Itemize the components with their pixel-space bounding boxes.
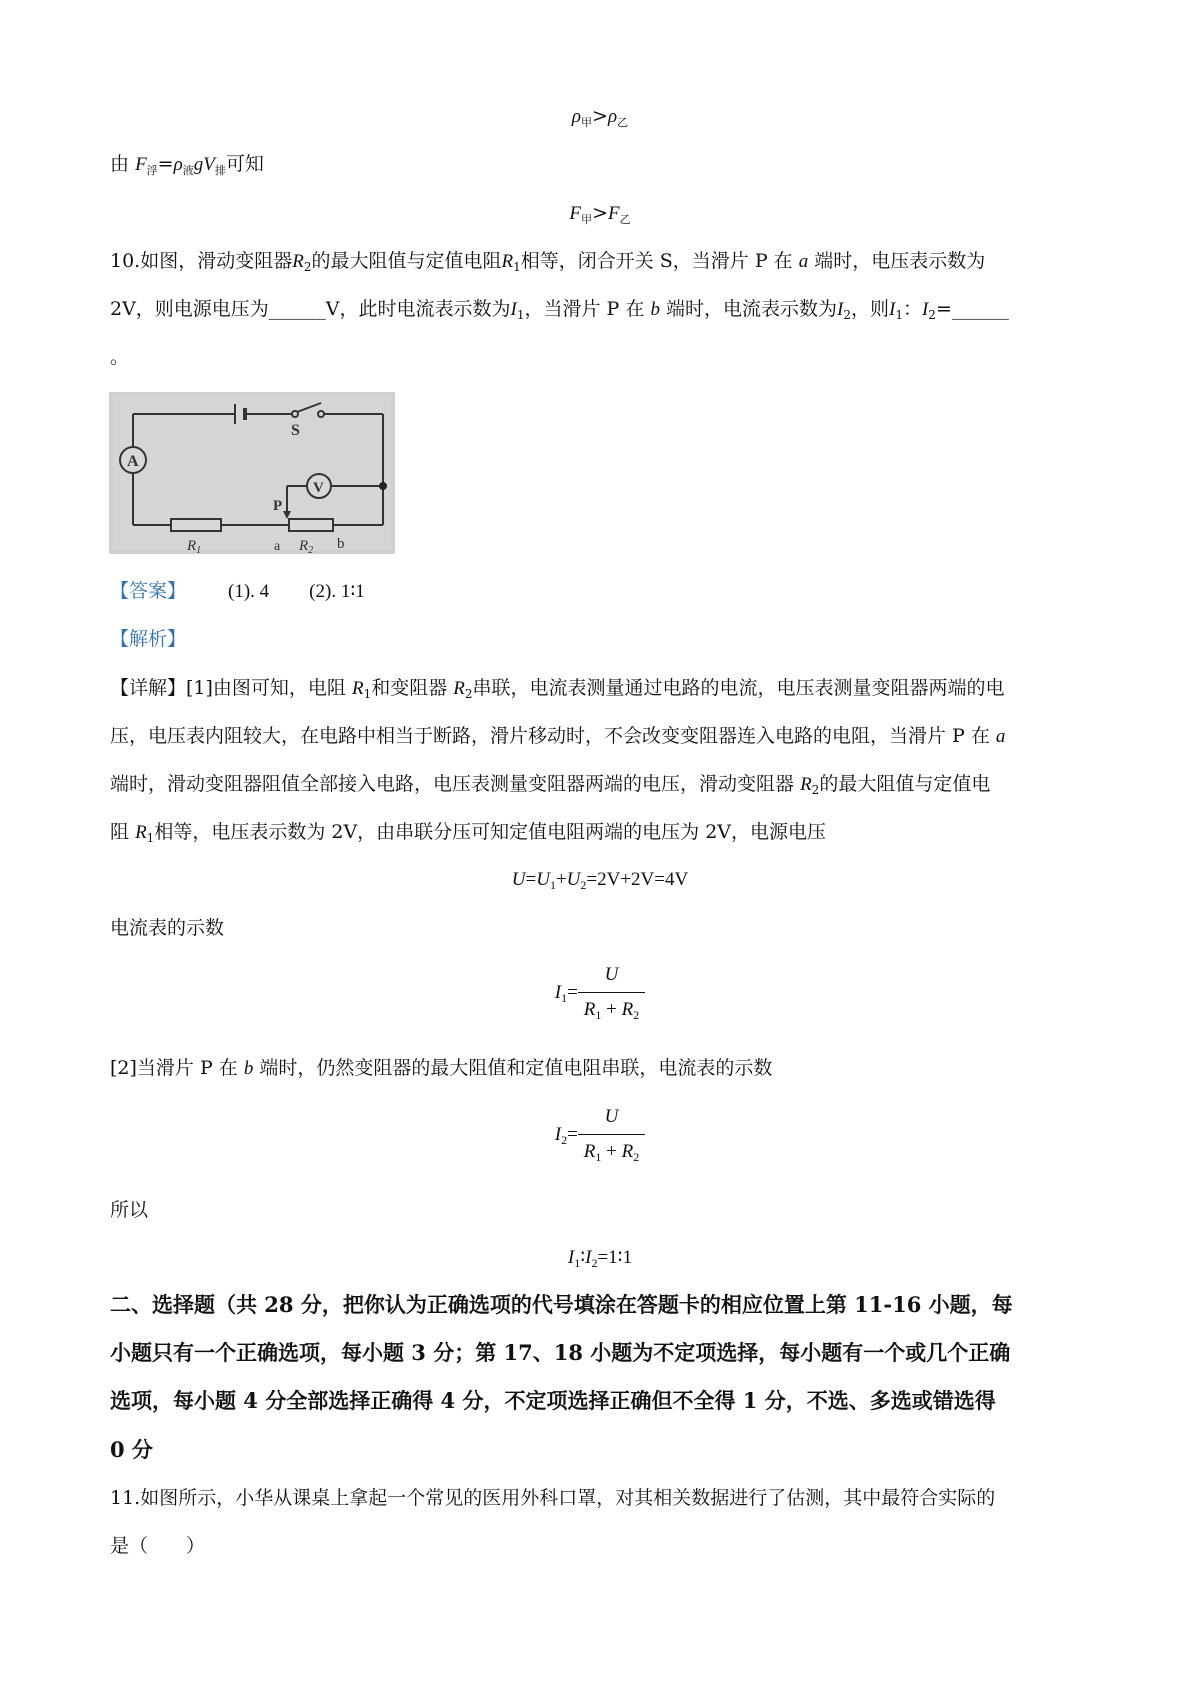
i1-equation: $I_1=$ $\frac{U}{R_1 + R_2}$ xyxy=(0,962,1200,1023)
q10-line3: 。 xyxy=(110,346,130,368)
ammeter-label: A xyxy=(127,453,139,470)
answer-1: (1). 4 xyxy=(228,581,270,602)
case2-line: [2]当滑片 P 在 b 端时，仍然变阻器的最大阻值和定值电阻串联，电流表的示数 xyxy=(110,1057,773,1079)
voltage-equation: $U=U_1+U_2=2V+2V=4V$ xyxy=(511,869,689,892)
detail-line1: 【详解】[1]由图可知，电阻 $R_1$和变阻器 $R_2$串联，电流表测量通过电路的电流，电压表测量变阻器两端的电 xyxy=(110,677,1005,701)
q10-line1: 10.如图，滑动变阻器$R_2$的最大阻值与定值电阻$R_1$相等，闭合开关 S，当滑片 P 在 a 端时，电压表示数为 xyxy=(110,250,986,274)
junction-dot xyxy=(379,482,387,490)
buoyancy-comparison: $F_甲>F_乙$ xyxy=(569,202,631,226)
analysis-tag-line xyxy=(110,626,186,652)
section2-line1: 二、选择题（共 28 分，把你认为正确选项的代号填涂在答题卡的相应位置上第 11-16 小题，每 xyxy=(110,1292,1013,1317)
ratio-equation: $I_1∶I_2=1∶1$ xyxy=(567,1247,633,1270)
i1-fraction: $\frac{U}{R_1 + R_2}$ xyxy=(578,962,645,1023)
answer-line xyxy=(110,578,365,605)
switch-label: S xyxy=(291,422,300,439)
i2-equation: $I_2=$ $\frac{U}{R_1 + R_2}$ xyxy=(0,1104,1200,1165)
slider-label: P xyxy=(273,498,283,514)
ammeter-symbol xyxy=(120,447,146,473)
section2-line3: 选项，每小题 4 分全部选择正确得 4 分，不定项选择正确但不全得 1 分，不选、多选或错选得 xyxy=(110,1388,996,1413)
resistor-r2 xyxy=(289,519,333,531)
detail-line3: 端时，滑动变阻器阻值全部接入电路，电压表测量变阻器两端的电压，滑动变阻器 $R_2$的最大阻值与定值电 xyxy=(110,773,991,797)
circuit-diagram xyxy=(109,392,395,554)
answer-2: (2). 1∶1 xyxy=(309,581,365,602)
section2-line2: 小题只有一个正确选项，每小题 3 分；第 17、18 小题为不定项选择，每小题有一个或几个正确 xyxy=(110,1340,1011,1365)
q11-line2: 是（ ） xyxy=(110,1535,206,1557)
end-a-label: a xyxy=(274,539,281,554)
q10-line2: 2V，则电源电压为______V，此时电流表示数为$I_1$，当滑片 P 在 b 端时，电流表示数为$I_2$，则$I_1$：$I_2=\_\_\_\_\_\_$ xyxy=(110,298,1009,322)
voltmeter-symbol xyxy=(307,474,331,498)
end-b-label: b xyxy=(337,536,345,552)
ammeter-reading-text: 电流表的示数 xyxy=(110,917,225,939)
so-text: 所以 xyxy=(110,1199,149,1221)
i2-fraction: $\frac{U}{R_1 + R_2}$ xyxy=(578,1104,645,1165)
resistor-r1 xyxy=(171,519,221,531)
answer-tag: 【答案】 xyxy=(110,580,187,602)
r2-label: $R_2$ xyxy=(299,538,314,554)
r1-label: $R_1$ xyxy=(187,538,202,554)
voltmeter-label: V xyxy=(313,480,324,496)
q11-line1: 11.如图所示，小华从课桌上拿起一个常见的医用外科口罩，对其相关数据进行了估测，其中最符合实际的 xyxy=(110,1487,996,1509)
detail-line2: 压，电压表内阻较大，在电路中相当于断路，滑片移动时，不会改变变阻器连入电路的电阻，当滑片 P 在 a xyxy=(110,725,1006,747)
section2-line4: 0 分 xyxy=(110,1437,153,1462)
detail-line4: 阻 $R_1$相等，电压表示数为 2V，由串联分压可知定值电阻两端的电压为 2V，电源电压 xyxy=(110,821,827,845)
buoyancy-intro: 由 $F_浮=\rho_液gV_排$可知 xyxy=(110,153,264,177)
analysis-tag: 【解析】 xyxy=(110,628,187,650)
density-comparison: $\rho_甲>\rho_乙$ xyxy=(571,105,629,129)
